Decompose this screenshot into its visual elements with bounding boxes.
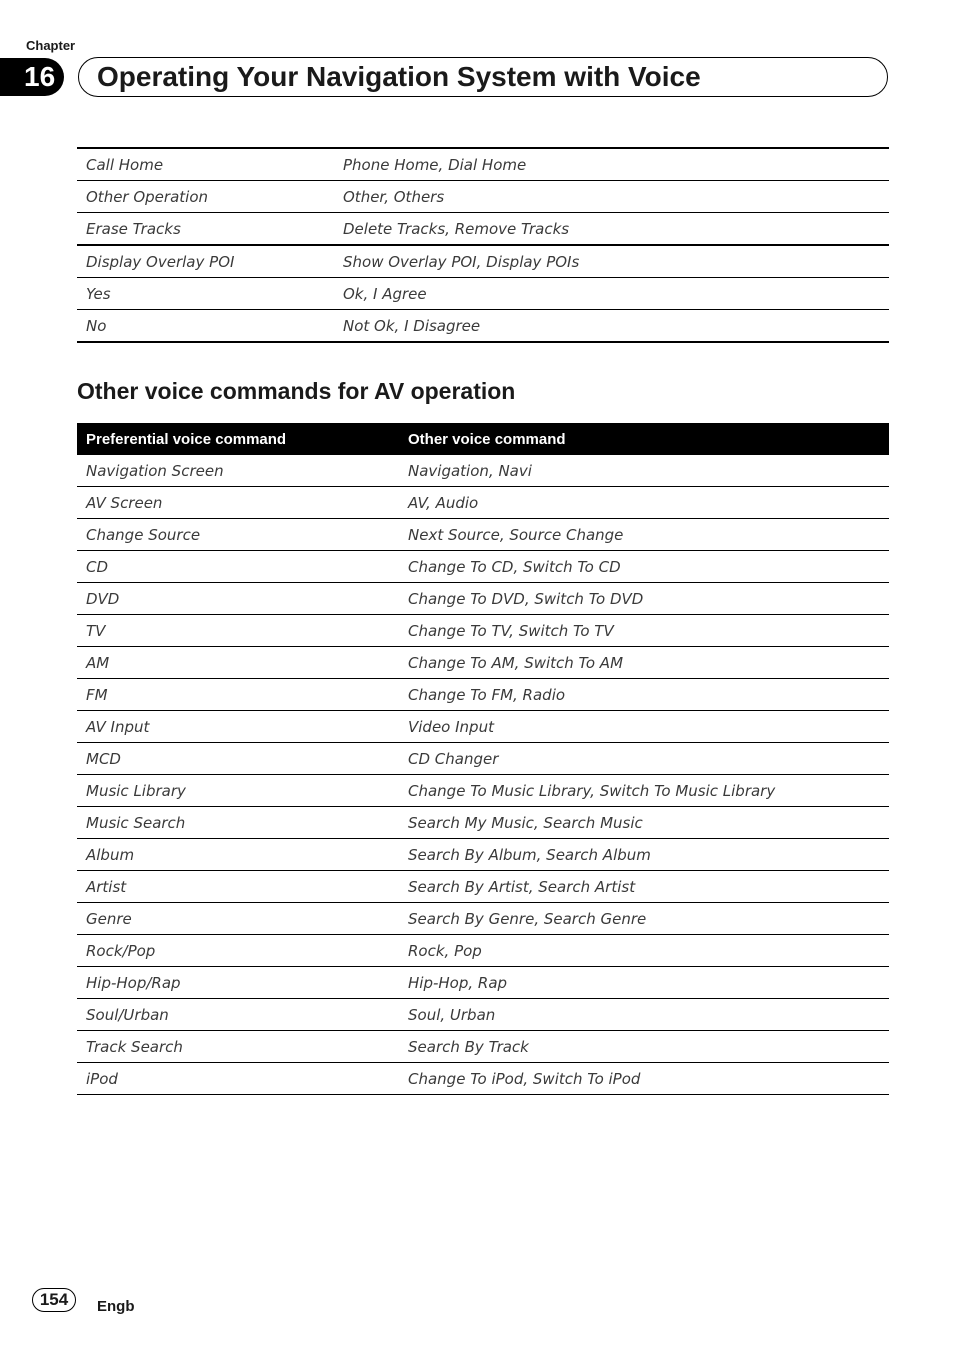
preferential-command-cell: AM [77,647,399,679]
preferential-command-cell: MCD [77,743,399,775]
preferential-command-cell: Music Search [77,807,399,839]
preferential-command-cell: FM [77,679,399,711]
preferential-command-cell: No [77,310,334,343]
table-row [77,1063,889,1095]
other-command-cell: Change To iPod, Switch To iPod [399,1063,889,1095]
table-row [77,743,889,775]
table-header-row [77,423,889,455]
other-command-cell: Search My Music, Search Music [399,807,889,839]
other-command-cell: Other, Others [334,181,889,213]
chapter-number-badge: 16 [0,58,64,96]
table-row [77,967,889,999]
table-row [77,148,889,181]
table-row [77,775,889,807]
other-command-cell: Search By Track [399,1031,889,1063]
table-row [77,999,889,1031]
preferential-command-cell: Rock/Pop [77,935,399,967]
preferential-command-cell: Other Operation [77,181,334,213]
table-row [77,711,889,743]
other-command-cell: Show Overlay POI, Display POIs [334,245,889,278]
column-header-other: Other voice command [399,423,889,455]
preferential-command-cell: AV Screen [77,487,399,519]
preferential-command-cell: Track Search [77,1031,399,1063]
table-row [77,935,889,967]
preferential-command-cell: Album [77,839,399,871]
other-command-cell: CD Changer [399,743,889,775]
other-command-cell: Change To Music Library, Switch To Music Library [399,775,889,807]
preferential-command-cell: Display Overlay POI [77,245,334,278]
other-command-cell: AV, Audio [399,487,889,519]
table-row [77,615,889,647]
table-row [77,839,889,871]
preferential-command-cell: Genre [77,903,399,935]
preferential-command-cell: Navigation Screen [77,455,399,487]
table-row [77,1031,889,1063]
page-number: 154 [32,1288,76,1312]
preferential-command-cell: Music Library [77,775,399,807]
chapter-title-box [78,57,888,97]
other-command-cell: Change To DVD, Switch To DVD [399,583,889,615]
other-command-cell: Phone Home, Dial Home [334,148,889,181]
table-row [77,807,889,839]
other-command-cell: Navigation, Navi [399,455,889,487]
other-command-cell: Search By Artist, Search Artist [399,871,889,903]
table-row [77,583,889,615]
table-row [77,245,889,278]
section-heading: Other voice commands for AV operation [77,378,516,404]
table-row [77,679,889,711]
preferential-command-cell: Artist [77,871,399,903]
preferential-command-cell: CD [77,551,399,583]
other-command-cell: Search By Genre, Search Genre [399,903,889,935]
preferential-command-cell: DVD [77,583,399,615]
preferential-command-cell: Hip-Hop/Rap [77,967,399,999]
preferential-command-cell: Erase Tracks [77,213,334,246]
other-command-cell: Change To AM, Switch To AM [399,647,889,679]
language-code: Engb [97,1298,135,1315]
other-command-cell: Video Input [399,711,889,743]
preferential-command-cell: AV Input [77,711,399,743]
other-command-cell: Soul, Urban [399,999,889,1031]
table-row [77,213,889,246]
other-command-cell: Delete Tracks, Remove Tracks [334,213,889,246]
preferential-command-cell: Change Source [77,519,399,551]
table-row [77,181,889,213]
table-row [77,278,889,310]
other-command-cell: Hip-Hop, Rap [399,967,889,999]
table-row [77,551,889,583]
av-command-table [77,423,889,1095]
table-row [77,455,889,487]
preferential-command-cell: Yes [77,278,334,310]
preferential-command-cell: Call Home [77,148,334,181]
preferential-command-cell: Soul/Urban [77,999,399,1031]
table-row [77,647,889,679]
top-command-table [77,147,889,343]
preferential-command-cell: iPod [77,1063,399,1095]
other-command-cell: Search By Album, Search Album [399,839,889,871]
preferential-command-cell: TV [77,615,399,647]
other-command-cell: Change To TV, Switch To TV [399,615,889,647]
chapter-title: Operating Your Navigation System with Voice [97,61,701,92]
table-row [77,310,889,343]
other-command-cell: Not Ok, I Disagree [334,310,889,343]
other-command-cell: Change To FM, Radio [399,679,889,711]
other-command-cell: Rock, Pop [399,935,889,967]
table-row [77,903,889,935]
other-command-cell: Ok, I Agree [334,278,889,310]
table-row [77,871,889,903]
table-row [77,519,889,551]
column-header-preferential: Preferential voice command [77,423,399,455]
chapter-label: Chapter [26,38,76,53]
other-command-cell: Change To CD, Switch To CD [399,551,889,583]
table-row [77,487,889,519]
other-command-cell: Next Source, Source Change [399,519,889,551]
